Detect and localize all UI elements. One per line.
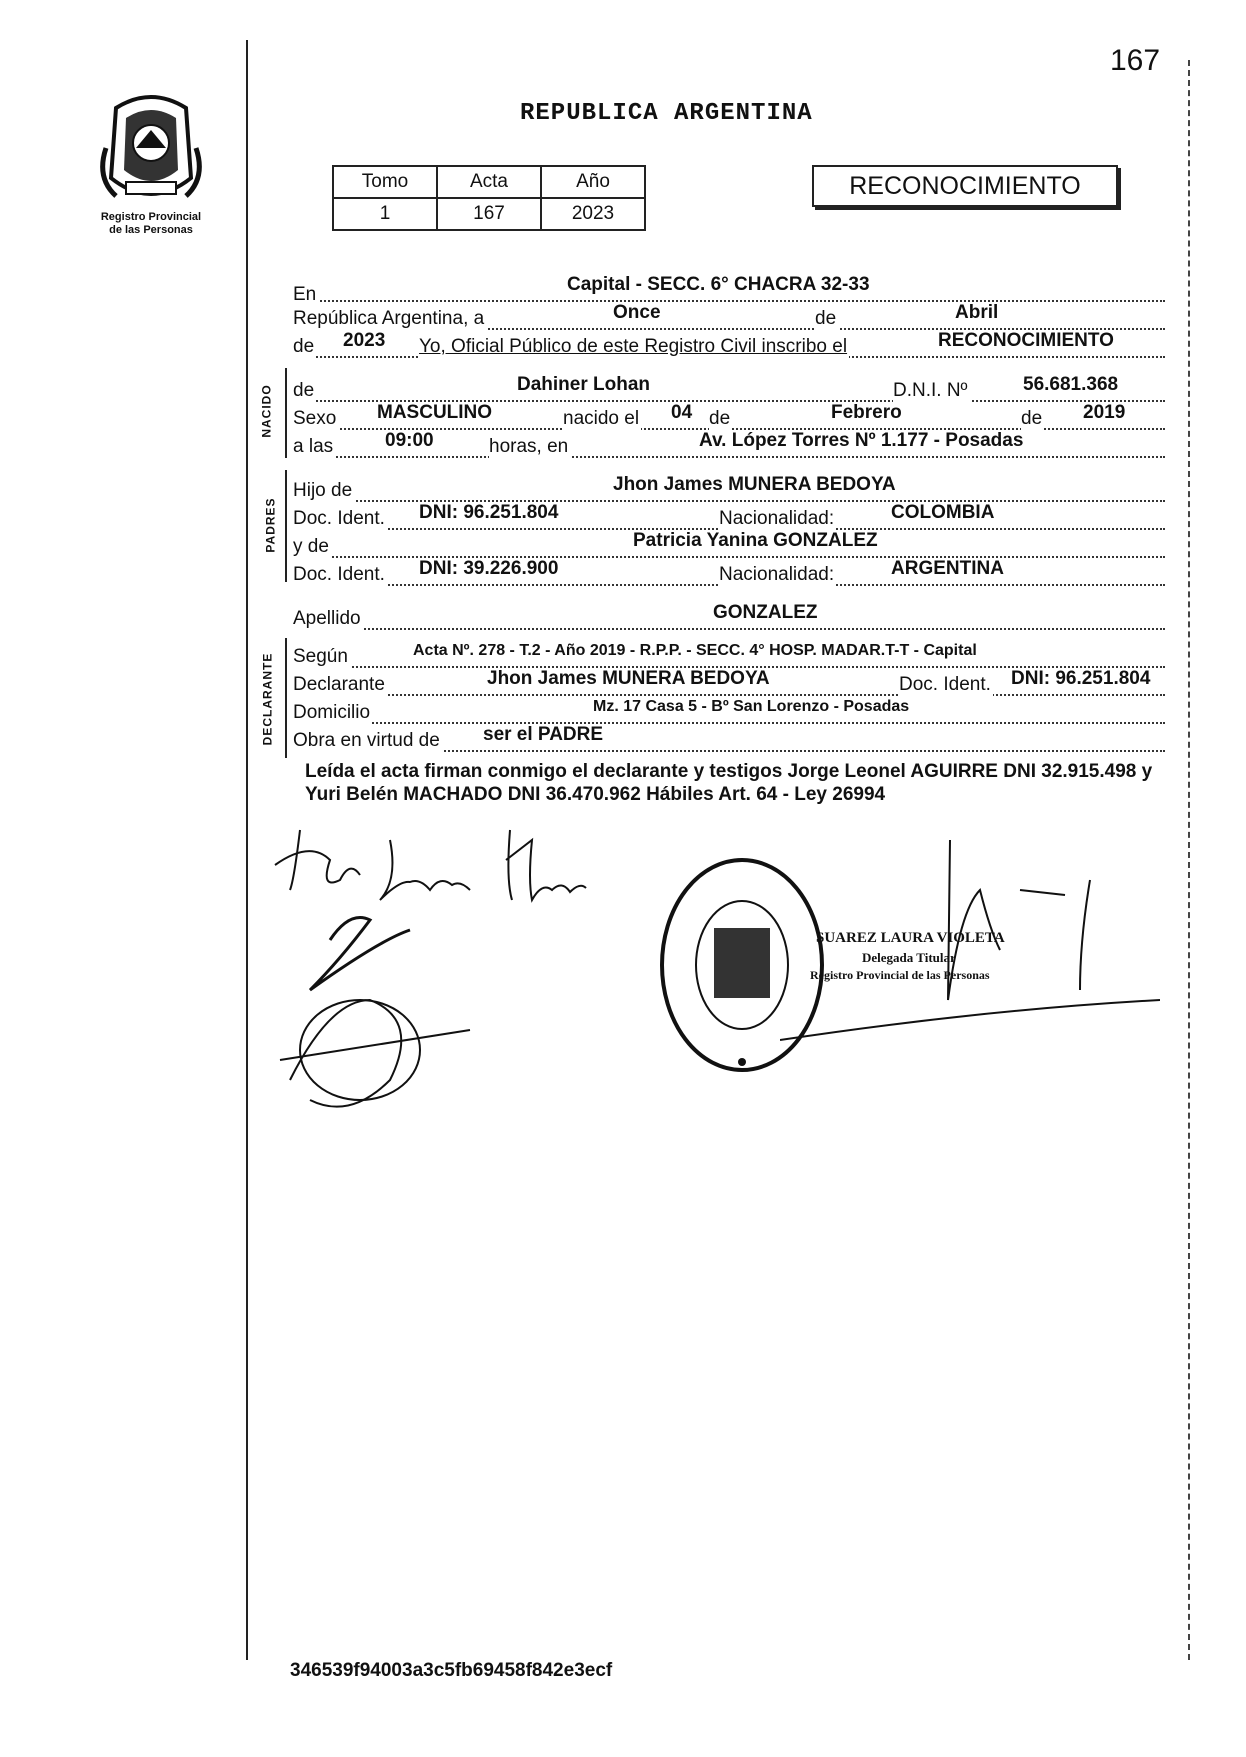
padres-section-label: PADRES [263,497,278,553]
child-dni: 56.681.368 [1023,374,1119,395]
declarante-section-label: DECLARANTE [260,652,275,746]
line-oficial [293,330,1165,360]
document-title: REPUBLICA ARGENTINA [520,100,813,127]
mother-doc: DNI: 39.226.900 [419,558,559,579]
yde-label: y de [293,536,329,557]
official-name: SUAREZ LAURA VIOLETA [816,930,1005,946]
line-republica [293,302,1165,332]
line-nacido-name [293,374,1165,404]
right-margin-line [1188,60,1190,1660]
closing-paragraph: Leída el acta firman conmigo el declarante y testigos Jorge Leonel AGUIRRE DNI 32.915.498 y Yuri Belén MACHADO DNI 36.470.962 Hábiles Art. 64 - Ley 26994 [305,761,1153,805]
line-apellido [293,602,1165,632]
en-label: En [293,284,317,305]
logo-caption [78,211,224,237]
birth-year: 2019 [1083,402,1126,423]
official-title: Delegada Titular [862,950,956,965]
nacido-section-label: NACIDO [259,384,274,438]
line-segun [293,644,1165,670]
line-hijo-de [293,474,1165,504]
de-label-1: de [815,308,837,329]
line-father-doc [293,502,1165,532]
declarante-value: Jhon James MUNERA BEDOYA [487,668,770,689]
birth-month: Febrero [831,402,902,423]
declarante-signature-icon [270,820,630,1120]
line-obra [293,724,1165,754]
month-value: Abril [955,302,999,323]
line-domicilio [293,700,1165,726]
father-nationality: COLOMBIA [891,502,995,523]
nacido-de-label: de [293,380,315,401]
declarante-doc-label: Doc. Ident. [899,674,991,695]
de-label-2: de [293,336,315,357]
obra-value: ser el PADRE [483,724,604,745]
nacido-bar [285,368,287,458]
declarante-bar [285,638,287,758]
line-nacido-hora [293,430,1165,460]
page-number: 167 [1110,44,1161,77]
mother-nat-label: Nacionalidad: [719,564,835,585]
republica-label: República Argentina, a [293,308,485,329]
apellido-label: Apellido [293,608,361,629]
padres-bar [285,470,287,582]
de-label-4: de [1021,408,1043,429]
nacido-el-label: nacido el [563,408,640,429]
birth-place: Av. López Torres Nº 1.177 - Posadas [699,430,1024,451]
alas-label: a las [293,436,334,457]
day-value: Once [613,302,661,323]
father-name: Jhon James MUNERA BEDOYA [613,474,896,495]
mother-doc-label: Doc. Ident. [293,564,385,585]
dni-label: D.N.I. Nº [893,380,968,401]
logo-caption-line2: de las Personas [109,224,193,236]
father-doc: DNI: 96.251.804 [419,502,559,523]
acta-header: Acta [437,166,541,198]
domicilio-value: Mz. 17 Casa 5 - Bº San Lorenzo - Posadas [593,698,910,715]
declarante-doc: DNI: 96.251.804 [1011,668,1151,689]
line-y-de [293,530,1165,560]
obra-label: Obra en virtud de [293,730,440,751]
birth-day: 04 [671,402,693,423]
year-value: 2023 [343,330,386,351]
en-value: Capital - SECC. 6° CHACRA 32-33 [567,274,870,295]
child-name: Dahiner Lohan [517,374,651,395]
line-mother-doc [293,558,1165,588]
act-type-box: RECONOCIMIENTO [812,165,1118,207]
mother-nationality: ARGENTINA [891,558,1004,579]
official-office: Registro Provincial de las Personas [810,968,990,982]
line-declarante [293,668,1165,698]
acta-value: 167 [437,198,541,230]
declarante-label: Declarante [293,674,385,695]
tomo-value: 1 [333,198,437,230]
segun-label: Según [293,646,348,667]
hijo-label: Hijo de [293,480,353,501]
document-hash: 346539f94003a3c5fb69458f842e3ecf [290,1660,613,1681]
misiones-seal-icon [96,88,206,208]
line-nacido-sexo [293,402,1165,432]
tomo-header: Tomo [333,166,437,198]
logo-caption-line1: Registro Provincial [100,211,202,223]
anio-header: Año [541,166,645,198]
left-margin-line [246,40,248,1660]
oficial-text: Yo, Oficial Público de este Registro Civil inscribo el [419,336,848,357]
domicilio-label: Domicilio [293,702,371,723]
birth-time: 09:00 [385,430,434,451]
horas-label: horas, en [489,436,569,457]
apellido-value: GONZALEZ [713,602,818,623]
anio-value: 2023 [541,198,645,230]
mother-name: Patricia Yanina GONZALEZ [633,530,878,551]
line-en [293,274,1165,305]
registry-table [332,165,646,231]
sexo-value: MASCULINO [377,402,493,423]
act-value: RECONOCIMIENTO [938,330,1114,351]
de-label-3: de [709,408,731,429]
father-nat-label: Nacionalidad: [719,508,835,529]
father-doc-label: Doc. Ident. [293,508,385,529]
segun-value: Acta Nº. 278 - T.2 - Año 2019 - R.P.P. - SECC. 4° HOSP. MADAR.T-T - Capital [413,642,977,659]
sexo-label: Sexo [293,408,337,429]
